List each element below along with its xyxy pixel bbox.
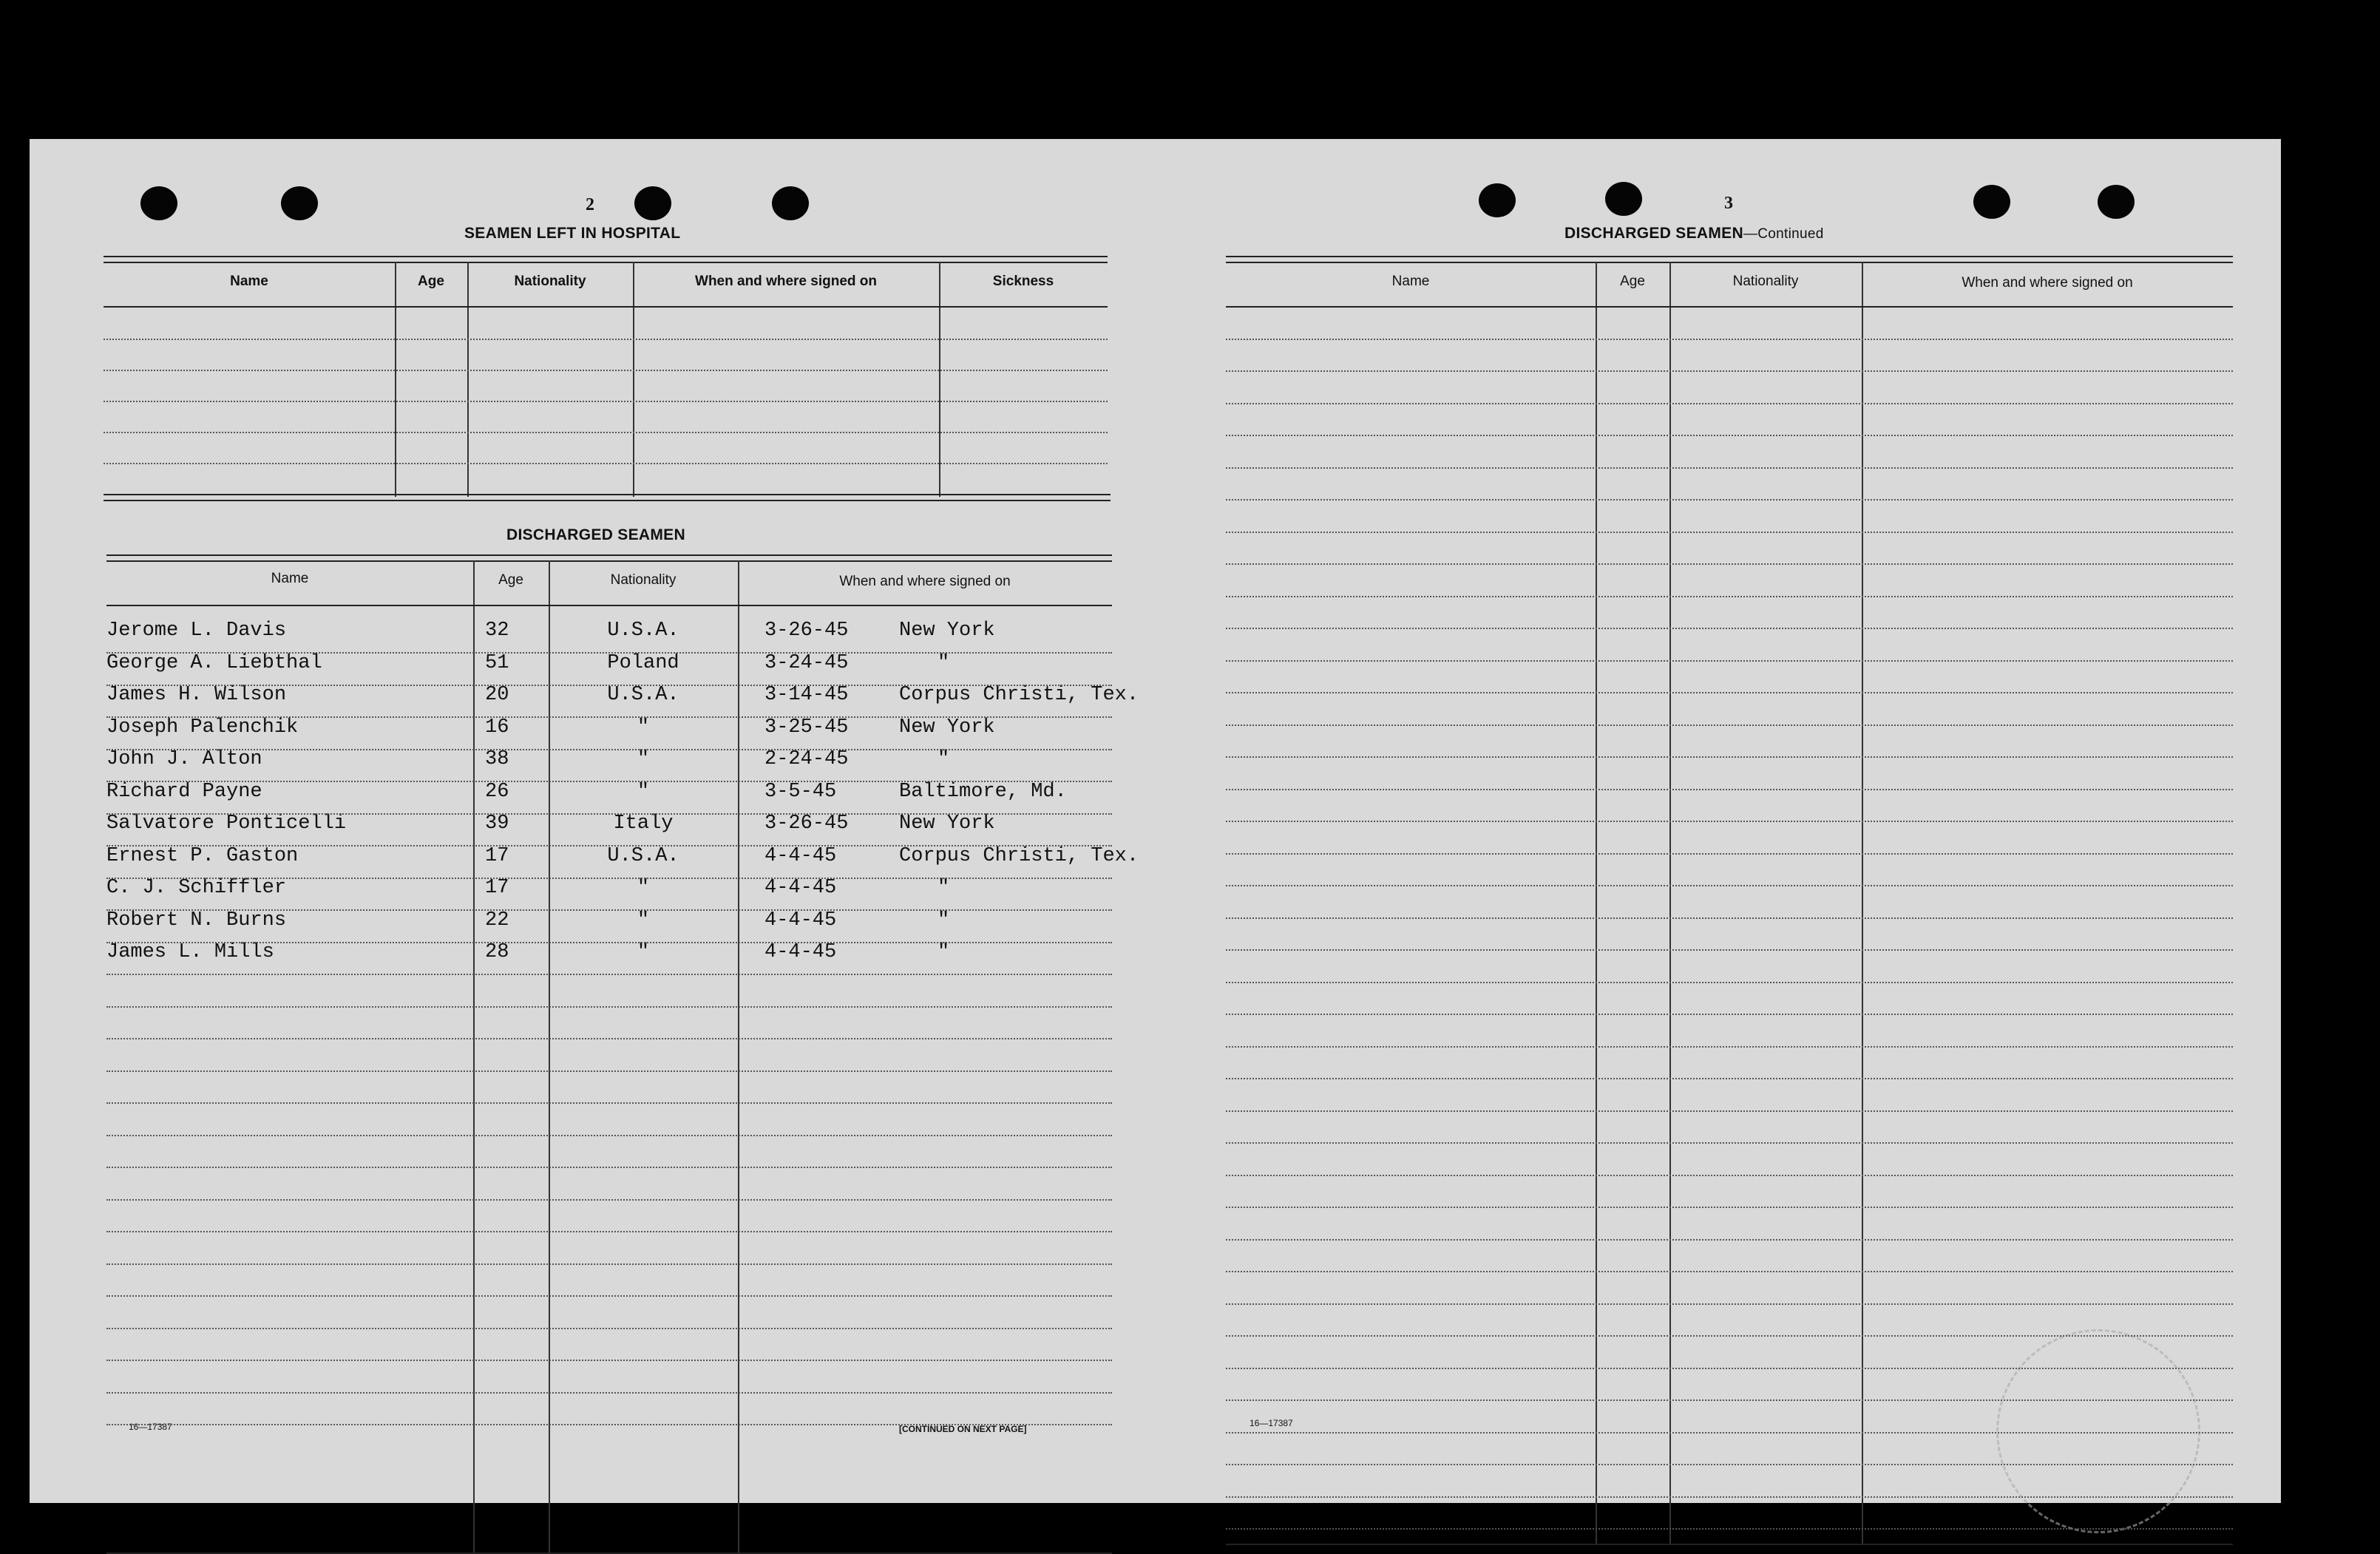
row-rule [1226, 339, 2233, 340]
signed-on-place: New York [899, 716, 995, 739]
row-rule [1226, 1110, 2233, 1112]
row-rule [1226, 563, 2233, 565]
continued-note: [CONTINUED ON NEXT PAGE] [899, 1424, 1027, 1434]
seaman-name: James L. Mills [106, 941, 274, 963]
signed-on-date: 2-24-45 [764, 748, 849, 770]
row-rule [106, 1392, 1112, 1394]
right-col-nationality: Nationality [1732, 274, 1799, 289]
seaman-nationality: U.S.A. [607, 620, 679, 642]
right-section-title-suffix: —Continued [1743, 226, 1824, 242]
row-rule [1226, 725, 2233, 726]
row-rule [1226, 403, 2233, 404]
seaman-nationality: " [637, 941, 650, 963]
row-rule [1226, 435, 2233, 436]
row-rule [106, 749, 1112, 750]
row-rule [1226, 917, 2233, 919]
punch-hole [1605, 182, 1642, 216]
row-rule [1226, 821, 2233, 822]
footer-code-right: 16—17387 [1250, 1418, 1293, 1428]
seaman-age: 17 [485, 877, 509, 899]
seaman-nationality: " [637, 909, 650, 932]
row-rule [106, 1424, 1112, 1425]
seaman-age: 20 [485, 684, 509, 706]
seaman-name: Jerome L. Davis [106, 620, 287, 642]
seaman-age: 17 [485, 844, 509, 867]
punch-hole [2098, 185, 2135, 219]
page-number-right: 3 [1724, 194, 1733, 213]
signed-on-place: " [938, 941, 950, 963]
seaman-nationality: U.S.A. [607, 844, 679, 867]
signed-on-date: 3-26-45 [764, 812, 849, 835]
seaman-name: C. J. Schiffler [106, 877, 287, 899]
right-section-title-main: DISCHARGED SEAMEN [1564, 225, 1743, 242]
row-rule [106, 781, 1112, 782]
seaman-age: 32 [485, 620, 509, 642]
row-rule [106, 878, 1112, 879]
row-rule [106, 974, 1112, 975]
hospital-col-nationality: Nationality [514, 274, 586, 289]
row-rule [1226, 628, 2233, 629]
discharged-section-title: DISCHARGED SEAMEN [506, 526, 685, 543]
row-rule [106, 1135, 1112, 1136]
seaman-nationality: Italy [613, 812, 674, 835]
row-rule [1226, 467, 2233, 469]
signed-on-date: 4-4-45 [764, 844, 837, 867]
signed-on-date: 4-4-45 [764, 941, 837, 963]
row-rule [1226, 370, 2233, 372]
row-rule [1226, 1142, 2233, 1144]
row-rule [1226, 596, 2233, 597]
row-rule [106, 813, 1112, 815]
row-rule [1226, 1014, 2233, 1015]
row-rule [1226, 756, 2233, 758]
signed-on-date: 3-5-45 [764, 780, 837, 803]
seaman-nationality: " [637, 877, 650, 899]
row-rule [106, 1006, 1112, 1008]
hospital-col-age: Age [418, 274, 444, 289]
signed-on-place: " [938, 748, 950, 770]
seaman-nationality: Poland [607, 651, 679, 674]
row-rule [1226, 1175, 2233, 1176]
seaman-name: James H. Wilson [106, 684, 287, 706]
punch-hole [1479, 183, 1516, 217]
seaman-nationality: U.S.A. [607, 684, 679, 706]
seaman-nationality: " [637, 780, 650, 803]
discharged-col-signed-on: When and where signed on [839, 574, 1011, 589]
row-rule [106, 1038, 1112, 1039]
row-rule [1226, 982, 2233, 983]
row-rule [1226, 1046, 2233, 1048]
row-rule [1226, 1528, 2233, 1530]
row-rule [106, 1199, 1112, 1201]
row-rule [106, 1295, 1112, 1297]
signed-on-place: " [938, 651, 950, 674]
right-section-title [1564, 225, 1824, 242]
row-rule [1226, 1496, 2233, 1498]
row-rule [1226, 1432, 2233, 1433]
row-rule [106, 1328, 1112, 1329]
punch-hole [772, 186, 809, 220]
row-rule [1226, 949, 2233, 951]
seaman-nationality: " [637, 748, 650, 770]
seaman-name: Richard Payne [106, 780, 262, 803]
seaman-age: 16 [485, 716, 509, 739]
row-rule [1226, 853, 2233, 855]
row-rule [106, 909, 1112, 911]
seaman-name: Joseph Palenchik [106, 716, 299, 739]
row-rule [1226, 532, 2233, 533]
row-rule [106, 716, 1112, 718]
row-rule [106, 1167, 1112, 1168]
row-rule [1226, 1368, 2233, 1369]
row-rule [106, 652, 1112, 654]
signed-on-place: Corpus Christi, Tex. [899, 684, 1139, 706]
signed-on-place: " [938, 877, 950, 899]
punch-hole [1973, 185, 2010, 219]
footer-code-left: 16—17387 [129, 1422, 172, 1432]
signed-on-date: 3-14-45 [764, 684, 849, 706]
document-sheet [30, 139, 2281, 1503]
row-rule [106, 942, 1112, 943]
seaman-name: John J. Alton [106, 748, 262, 770]
discharged-col-name: Name [271, 571, 309, 586]
seaman-name: Salvatore Ponticelli [106, 812, 347, 835]
row-rule [1226, 1303, 2233, 1305]
row-rule [106, 1071, 1112, 1072]
seaman-age: 26 [485, 780, 509, 803]
row-rule [106, 1231, 1112, 1232]
seaman-name: Ernest P. Gaston [106, 844, 299, 867]
signed-on-date: 4-4-45 [764, 909, 837, 932]
discharged-col-nationality: Nationality [610, 572, 677, 588]
seaman-age: 22 [485, 909, 509, 932]
seaman-age: 39 [485, 812, 509, 835]
punch-hole [281, 186, 318, 220]
row-rule [1226, 1335, 2233, 1337]
signed-on-date: 4-4-45 [764, 877, 837, 899]
seaman-age: 38 [485, 748, 509, 770]
right-col-name: Name [1391, 274, 1430, 289]
row-rule [106, 1102, 1112, 1104]
signed-on-place: New York [899, 620, 995, 642]
row-rule [1226, 499, 2233, 501]
signed-on-date: 3-24-45 [764, 651, 849, 674]
row-rule [1226, 1464, 2233, 1465]
hospital-section-title: SEAMEN LEFT IN HOSPITAL [464, 225, 681, 242]
seaman-name: Robert N. Burns [106, 909, 287, 932]
row-rule [1226, 1271, 2233, 1272]
punch-hole [634, 186, 671, 220]
row-rule [106, 685, 1112, 686]
row-rule [1226, 789, 2233, 790]
seaman-name: George A. Liebthal [106, 651, 322, 674]
punch-hole [140, 186, 177, 220]
signed-on-place: Corpus Christi, Tex. [899, 844, 1139, 867]
hospital-col-name: Name [230, 274, 268, 289]
signed-on-date: 3-26-45 [764, 620, 849, 642]
row-rule [1226, 885, 2233, 886]
seaman-age: 51 [485, 651, 509, 674]
seaman-age: 28 [485, 941, 509, 963]
right-col-age: Age [1620, 274, 1645, 289]
signed-on-place: New York [899, 812, 995, 835]
row-rule [1226, 1239, 2233, 1241]
row-rule [1226, 1078, 2233, 1079]
hospital-col-signed-on: When and where signed on [695, 274, 877, 289]
right-col-signed-on: When and where signed on [1962, 275, 2133, 291]
signed-on-place: " [938, 909, 950, 932]
page-number-left: 2 [586, 195, 594, 214]
row-rule [1226, 1207, 2233, 1208]
row-rule [1226, 692, 2233, 693]
seaman-nationality: " [637, 716, 650, 739]
signed-on-place: Baltimore, Md. [899, 780, 1067, 803]
discharged-col-age: Age [498, 572, 523, 588]
row-rule [1226, 660, 2233, 662]
row-rule [106, 1360, 1112, 1361]
hospital-col-sickness: Sickness [992, 274, 1054, 289]
signed-on-date: 3-25-45 [764, 716, 849, 739]
row-rule [106, 845, 1112, 846]
row-rule [106, 1263, 1112, 1265]
row-rule [1226, 1399, 2233, 1401]
